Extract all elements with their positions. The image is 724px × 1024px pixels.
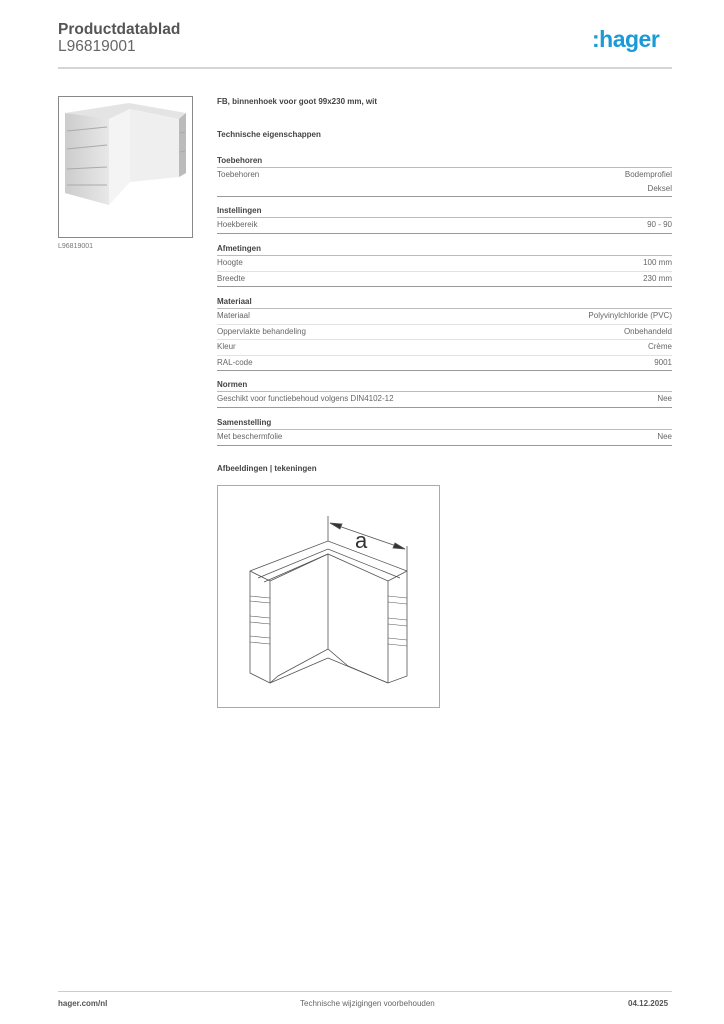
photo-caption: L96819001 (58, 243, 94, 250)
row-value: 230 mm (643, 273, 672, 283)
row-label: RAL-code (217, 357, 253, 367)
section-afmetingen (217, 242, 672, 287)
table-row (217, 325, 672, 341)
row-value: 100 mm (643, 258, 672, 267)
product-code: L96819001 (58, 38, 136, 55)
table-row (217, 168, 672, 197)
section-normen (217, 378, 672, 408)
table-row (217, 340, 672, 356)
row-label: Kleur (217, 342, 236, 351)
hager-logo: :hager (592, 26, 660, 52)
row-label: Materiaal (217, 311, 250, 320)
row-label: Geschikt voor functiebehoud volgens DIN4102-12 (217, 394, 394, 403)
row-value: 90 - 90 (647, 220, 672, 229)
section-samenstelling (217, 416, 672, 446)
row-value: Deksel (647, 183, 672, 193)
section-toebehoren (217, 154, 672, 197)
section-instellingen (217, 204, 672, 234)
header-divider (58, 67, 672, 69)
section-title: Materiaal (217, 295, 672, 309)
dimension-label: a (355, 528, 368, 553)
row-label: Hoogte (217, 258, 243, 267)
images-title: Afbeeldingen | tekeningen (217, 464, 317, 473)
footer-divider (58, 991, 672, 992)
footer-website-link[interactable]: hager.com/nl (58, 999, 108, 1008)
section-title: Instellingen (217, 204, 672, 218)
row-label: Oppervlakte behandeling (217, 326, 306, 336)
row-value: Crème (647, 342, 672, 351)
footer-date: 04.12.2025 (628, 999, 669, 1008)
table-row (217, 256, 672, 272)
section-title: Afmetingen (217, 242, 672, 256)
row-label: Toebehoren (217, 170, 260, 179)
row-value: Polyvinylchloride (PVC) (588, 311, 672, 320)
product-description: FB, binnenhoek voor goot 99x230 mm, wit (217, 97, 378, 106)
section-title: Toebehoren (217, 154, 672, 168)
table-row (217, 218, 672, 234)
page-title: Productdatablad (58, 21, 181, 38)
product-photo (58, 96, 193, 238)
table-row (217, 392, 672, 408)
row-value: Nee (657, 432, 672, 441)
section-title: Normen (217, 378, 672, 392)
section-materiaal (217, 295, 672, 371)
footer-disclaimer: Technische wijzigingen voorbehouden (300, 999, 435, 1008)
table-row (217, 430, 672, 446)
technical-drawing (217, 485, 440, 708)
tech-properties-title: Technische eigenschappen (217, 130, 321, 139)
table-row (217, 309, 672, 325)
row-value: Nee (657, 394, 672, 403)
section-title: Samenstelling (217, 416, 672, 430)
row-label: Breedte (217, 273, 246, 283)
row-value: Bodemprofiel (624, 170, 672, 179)
row-value: Onbehandeld (623, 326, 672, 336)
row-label: Hoekbereik (217, 220, 258, 229)
row-value: 9001 (654, 357, 672, 367)
table-row (217, 356, 672, 372)
table-row (217, 272, 672, 288)
row-label: Met beschermfolie (217, 432, 283, 441)
